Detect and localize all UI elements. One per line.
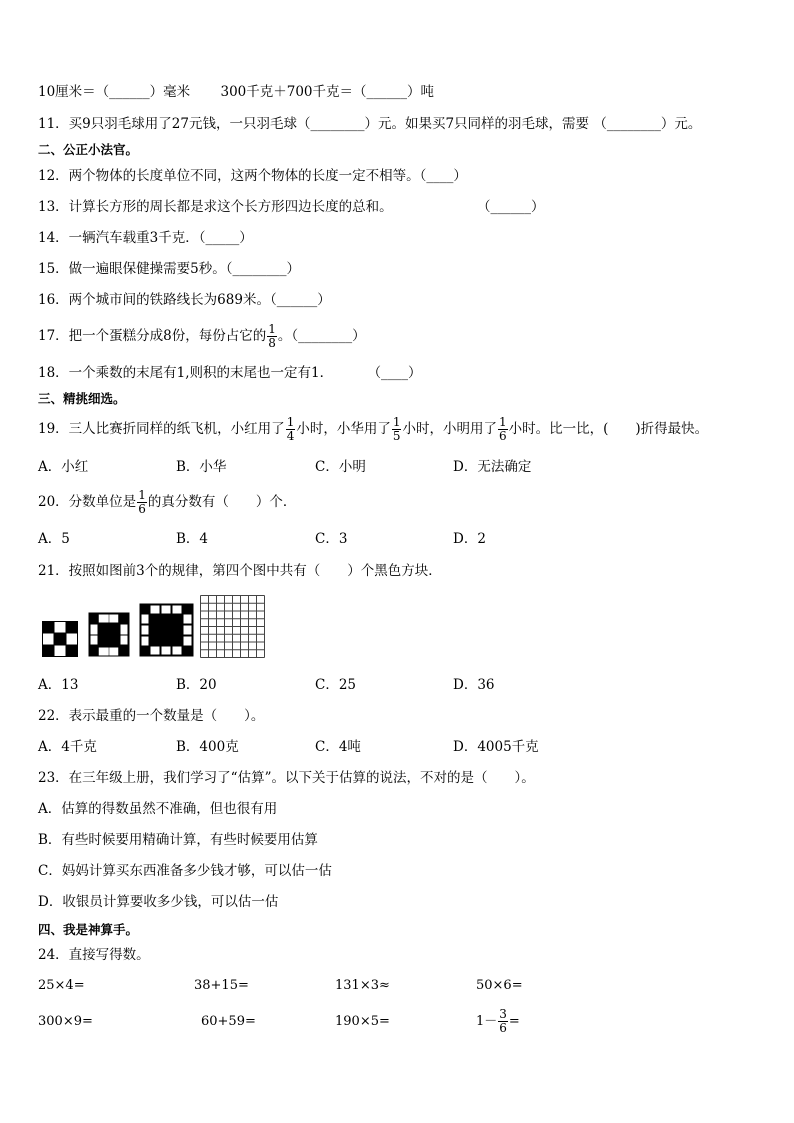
q19-frac-2: [392, 416, 402, 443]
q10-a: 10厘米＝（______）毫米: [38, 84, 191, 100]
calc-8-pre: 1－: [476, 1014, 498, 1029]
pattern-figure-1: [42, 621, 78, 657]
q17: [38, 318, 366, 354]
pattern-figure-4-grid: [200, 595, 265, 658]
q19-option-d[interactable]: D．无法确定: [453, 459, 532, 475]
q24: 24．直接写得数。: [38, 947, 150, 963]
section-2-heading: 二、公正小法官。: [38, 142, 139, 157]
q19-option-c[interactable]: C．小明: [315, 459, 366, 475]
q18: [38, 363, 421, 383]
q19-f3-den: 6: [498, 429, 507, 443]
q13: [38, 197, 544, 217]
q16: 16．两个城市间的铁路线长为689米。（______）: [38, 292, 331, 308]
q20-post: 的真分数有（ ）个．: [147, 494, 297, 510]
q22-option-b[interactable]: B．400克: [176, 739, 239, 755]
q22-option-c[interactable]: C．4吨: [315, 739, 361, 755]
q21-option-a[interactable]: A．13: [38, 677, 79, 693]
q13-text: 13．计算长方形的周长都是求这个长方形四边长度的总和。: [38, 199, 393, 215]
q17-pre: 17．把一个蛋糕分成8份，每份占它的: [38, 328, 267, 344]
section-4-heading: 四、我是神算手。: [38, 922, 139, 937]
q20-num: 1: [138, 488, 146, 502]
q22-option-a[interactable]: A．4千克: [38, 739, 97, 755]
calc-8-num: 3: [499, 1007, 507, 1021]
q23: 23．在三年级上册，我们学习了“估算”。以下关于估算的说法，不对的是（ ）。: [38, 770, 535, 786]
q19-f2-num: 1: [392, 415, 401, 429]
q10-b: 300千克＋700千克＝（______）吨: [220, 84, 435, 100]
q20: [38, 483, 296, 521]
q19-frac-3: [498, 416, 508, 443]
calc-8-fraction: [498, 1008, 508, 1035]
q17-post: 。（________）: [277, 328, 366, 344]
calc-8-den: 6: [499, 1021, 507, 1035]
q18-text: 18．一个乘数的末尾有1,则积的末尾也一定有1．: [38, 365, 334, 381]
q19-frac-1: [286, 416, 296, 443]
q19-mid-1: 小时，小华用了: [296, 421, 391, 437]
q15: 15．做一遍眼保健操需要5秒。（________）: [38, 261, 301, 277]
q20-option-a[interactable]: A．5: [38, 531, 70, 547]
q21-option-b[interactable]: B．20: [176, 677, 217, 693]
calc-5: 300×9=: [38, 1014, 93, 1029]
q19-option-b[interactable]: B．小华: [176, 459, 227, 475]
q11: 11．买9只羽毛球用了27元钱，一只羽毛球（________）元。如果买7只同样的羽毛球，需要 （________）元。: [38, 116, 702, 132]
q21-option-c[interactable]: C．25: [315, 677, 357, 693]
q17-num: 1: [268, 322, 276, 336]
q22: 22．表示最重的一个数量是（ ）。: [38, 708, 265, 724]
section-3-heading: 三、精挑细选。: [38, 391, 126, 406]
q21: 21．按照如图前3个的规律，第四个图中共有（ ）个黑色方块．: [38, 563, 442, 579]
q23-option-b[interactable]: B．有些时候要用精确计算，有些时候要用估算: [38, 832, 318, 848]
q19-f1-den: 4: [286, 429, 295, 443]
calc-1: 25×4=: [38, 978, 85, 993]
pattern-figure-2: [88, 612, 130, 657]
q20-fraction: [137, 489, 147, 516]
q19: [38, 410, 708, 448]
q10-line: [38, 82, 434, 102]
q23-option-a[interactable]: A．估算的得数虽然不准确，但也很有用: [38, 801, 278, 817]
q20-option-b[interactable]: B．4: [176, 531, 209, 547]
q18-blank: （____）: [367, 365, 422, 381]
q19-option-a[interactable]: A．小红: [38, 459, 89, 475]
calc-7: 190×5=: [335, 1014, 390, 1029]
q19-f2-den: 5: [392, 429, 401, 443]
q12: 12．两个物体的长度单位不同，这两个物体的长度一定不相等。（____）: [38, 168, 467, 184]
q19-f1-num: 1: [286, 415, 295, 429]
q19-pre: 19．三人比赛折同样的纸飞机，小红用了: [38, 421, 285, 437]
q13-blank: （______）: [476, 199, 545, 215]
q20-option-c[interactable]: C．3: [315, 531, 348, 547]
q19-f3-num: 1: [498, 415, 507, 429]
calc-3: 131×3≈: [335, 978, 390, 993]
q20-den: 6: [138, 502, 146, 516]
calc-8-post: =: [508, 1014, 520, 1029]
calc-6: 60+59=: [201, 1014, 256, 1029]
calc-4: 50×6=: [476, 978, 523, 993]
q17-fraction: [267, 323, 277, 350]
q14: 14．一辆汽车载重3千克．（_____）: [38, 230, 253, 246]
q23-option-c[interactable]: C．妈妈计算买东西准备多少钱才够，可以估一估: [38, 863, 332, 879]
q21-option-d[interactable]: D．36: [453, 677, 495, 693]
q17-den: 8: [268, 336, 276, 350]
q19-mid-2: 小时，小明用了: [402, 421, 497, 437]
q23-option-d[interactable]: D．收银员计算要收多少钱，可以估一估: [38, 894, 279, 910]
calc-2: 38+15=: [194, 978, 249, 993]
q19-post: 小时。比一比，( )折得最快。: [508, 421, 709, 437]
q22-option-d[interactable]: D．4005千克: [453, 739, 539, 755]
pattern-figure-3: [139, 603, 194, 657]
q20-pre: 20．分数单位是: [38, 494, 137, 510]
q20-option-d[interactable]: D．2: [453, 531, 486, 547]
calc-8: [476, 1004, 520, 1040]
